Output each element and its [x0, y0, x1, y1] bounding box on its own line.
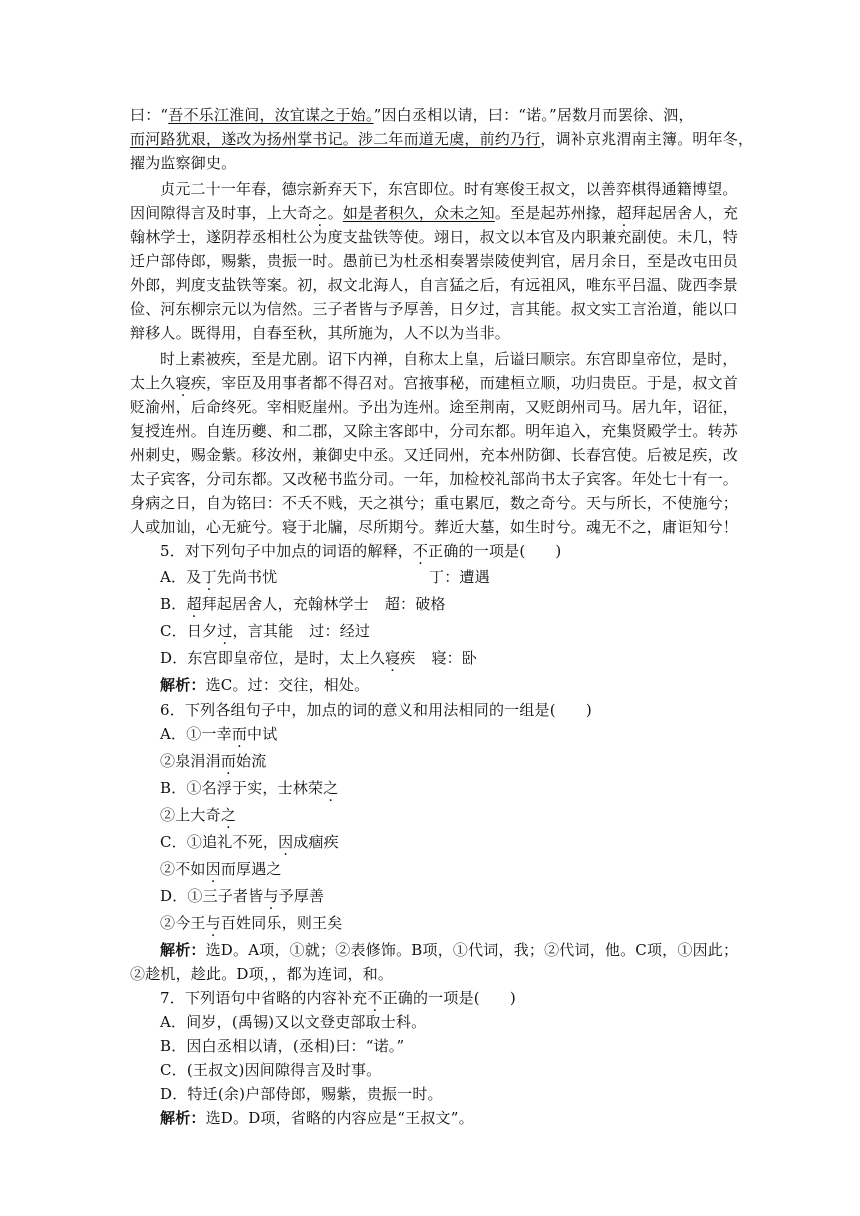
underlined-sentence: 吾不乐江淮间，汝宜谋之于始。 — [168, 106, 374, 124]
question-5-option-d: D．东宫即皇帝位，是时，太上久寝疾 寝：卧 — [160, 649, 478, 667]
passage-line: 太上久寝疾，宰臣及用事者都不得召对。宫掖事秘，而建桓立顺，功归贵臣。于是，叔文首 — [130, 374, 739, 392]
passage-line: 因间隙得言及时事，上大奇之。如是者积久，众未之知。至是起苏州掾，超拜起居舍人，充 — [130, 204, 739, 222]
dotted-word: 因 — [278, 833, 294, 851]
question-6-item: ②不如因而厚遇之 — [160, 860, 282, 878]
dotted-word: 不 — [367, 989, 383, 1007]
question-6-item: ②泉涓涓而始流 — [160, 752, 267, 770]
dotted-word: 而 — [220, 752, 237, 770]
dotted-word: 之 — [312, 204, 328, 222]
question-5-option-a: A．及丁先尚书忧 丁：遭遇 — [160, 568, 490, 586]
passage-line: 辩移人。既得用，自春至秋，其所施为，人不以为当非。 — [130, 324, 511, 342]
dotted-word: 而 — [231, 725, 248, 743]
passage-line: 州刺史，赐金紫。移汝州，兼御史中丞。又迁同州，充本州防御、长春宫使。后被足疾，改 — [130, 446, 739, 464]
dotted-word: 之 — [323, 779, 339, 797]
passage-line: 擢为监察御史。 — [130, 154, 237, 172]
question-7-option-d: D．特迁(余)户部侍郎，赐紫，贵振一时。 — [160, 1085, 443, 1103]
question-6-item: ②今王与百姓同乐，则王矣 — [160, 914, 343, 932]
dotted-word: 之 — [220, 806, 237, 824]
passage-line: 迁户部侍郎，赐紫，贵振一时。愚前已为杜丞相奏署崇陵使判官，居月余日，至是改屯田员 — [130, 252, 739, 270]
question-7-option-c: C．(王叔文)因间隙得言及时事。 — [160, 1061, 382, 1079]
question-6-item: A．①一幸而中试 — [160, 725, 278, 743]
passage-line: 外郎，判度支盐铁等案。初，叔文北海人，自言猛之后，有远祖风，唯东平吕温、陇西李景 — [130, 276, 739, 294]
question-5-option-c: C．日夕过，言其能 过：经过 — [160, 622, 371, 640]
question-6-item: B．①名浮于实，士林荣之 — [160, 779, 339, 797]
dotted-word: 过 — [217, 622, 233, 640]
dotted-word: 寝 — [385, 649, 401, 667]
dotted-word: 丁 — [201, 568, 217, 586]
passage-line: 俭、河东柳宗元以为信然。三子者皆与予厚善，日夕过，言其能。叔文实工言治道，能以口 — [130, 300, 739, 318]
dotted-word: 寝 — [175, 374, 191, 392]
underlined-sentence: 而河路犹艰，遂改为扬州掌书记。涉二年而道无虞，前约乃行 — [130, 130, 541, 148]
dotted-word: 超 — [616, 204, 632, 222]
question-7-stem: 7．下列语句中省略的内容补充不正确的一项是( ) — [160, 989, 516, 1007]
dotted-word: 因 — [205, 860, 221, 878]
question-6-analysis-cont: ②趁机，趁此。D项，，都为连词，和。 — [130, 965, 394, 983]
question-5-option-b: B．超拜起居舍人，充翰林学士 超：破格 — [160, 595, 446, 613]
question-6-stem: 6．下列各组句子中，加点的词的意义和用法相同的一组是( ) — [160, 701, 592, 719]
question-7-option-b: B．因白丞相以请，(丞相)曰：“诺。” — [160, 1037, 405, 1055]
passage-line: 而河路犹艰，遂改为扬州掌书记。涉二年而道无虞，前约乃行，调补京兆渭南主簿。明年冬， — [130, 130, 754, 148]
dotted-word: 与 — [263, 887, 279, 905]
question-7-option-a: A．间岁，(禹锡)又以文登吏部取士科。 — [160, 1013, 427, 1031]
passage-line: 身病之日，自为铭曰：不夭不贱，天之祺兮；重屯累厄，数之奇兮。天与所长，不使施兮； — [130, 494, 739, 512]
question-6-analysis: 解析：选D。A项，①就；②表修饰。B项，①代词，我；②代词，他。C项，①因此； — [160, 941, 739, 959]
passage-line: 复授连州。自连历夔、和二郡，又除主客郎中，分司东都。明年追入，充集贤殿学士。转苏 — [130, 422, 739, 440]
dotted-word: 不 — [412, 542, 429, 560]
dotted-word: 超 — [186, 595, 202, 613]
question-6-item: C．①追礼不死，因成痼疾 — [160, 833, 339, 851]
question-5-stem: 5．对下列句子中加点的词语的解释，不正确的一项是( ) — [160, 542, 562, 560]
passage-line: 人或加讪，心无疵兮。寝于北牖，尽所期兮。葬近大墓，如生时兮。魂无不之，庸讵知兮！ — [130, 518, 739, 536]
question-6-item: ②上大奇之 — [160, 806, 237, 824]
dotted-word: 与 — [205, 914, 221, 932]
question-7-analysis: 解析：选D。D项，省略的内容应是“王叔文”。 — [160, 1109, 474, 1127]
passage-line: 太子宾客，分司东都。又改秘书监分司。一年，加检校礼部尚书太子宾客。年处七十有一。 — [130, 470, 739, 488]
passage-line: 翰林学士，遂阴荐丞相杜公为度支盐铁等使。翊日，叔文以本官及内职兼充副使。未几，特 — [130, 228, 739, 246]
passage-line: 曰：“吾不乐江淮间，汝宜谋之于始。”因白丞相以请，曰：“诺。”居数月而罢徐、泗， — [130, 106, 694, 124]
passage-line: 时上素被疾，至是尤剧。诏下内禅，自称太上皇，后谥曰顺宗。东宫即皇帝位，是时， — [160, 350, 738, 368]
question-6-item: D．①三子者皆与予厚善 — [160, 887, 325, 905]
underlined-sentence: 如是者积久，众未之知 — [342, 204, 495, 222]
question-5-analysis: 解析：选C。过：交往，相处。 — [160, 676, 370, 694]
passage-line: 贬渝州，后命终死。宰相贬崖州。予出为连州。途至荆南，又贬朗州司马。居九年，诏征， — [130, 398, 739, 416]
passage-line: 贞元二十一年春，德宗新弃天下，东宫即位。时有寒俊王叔文，以善弈棋得通籍博望。 — [160, 180, 738, 198]
